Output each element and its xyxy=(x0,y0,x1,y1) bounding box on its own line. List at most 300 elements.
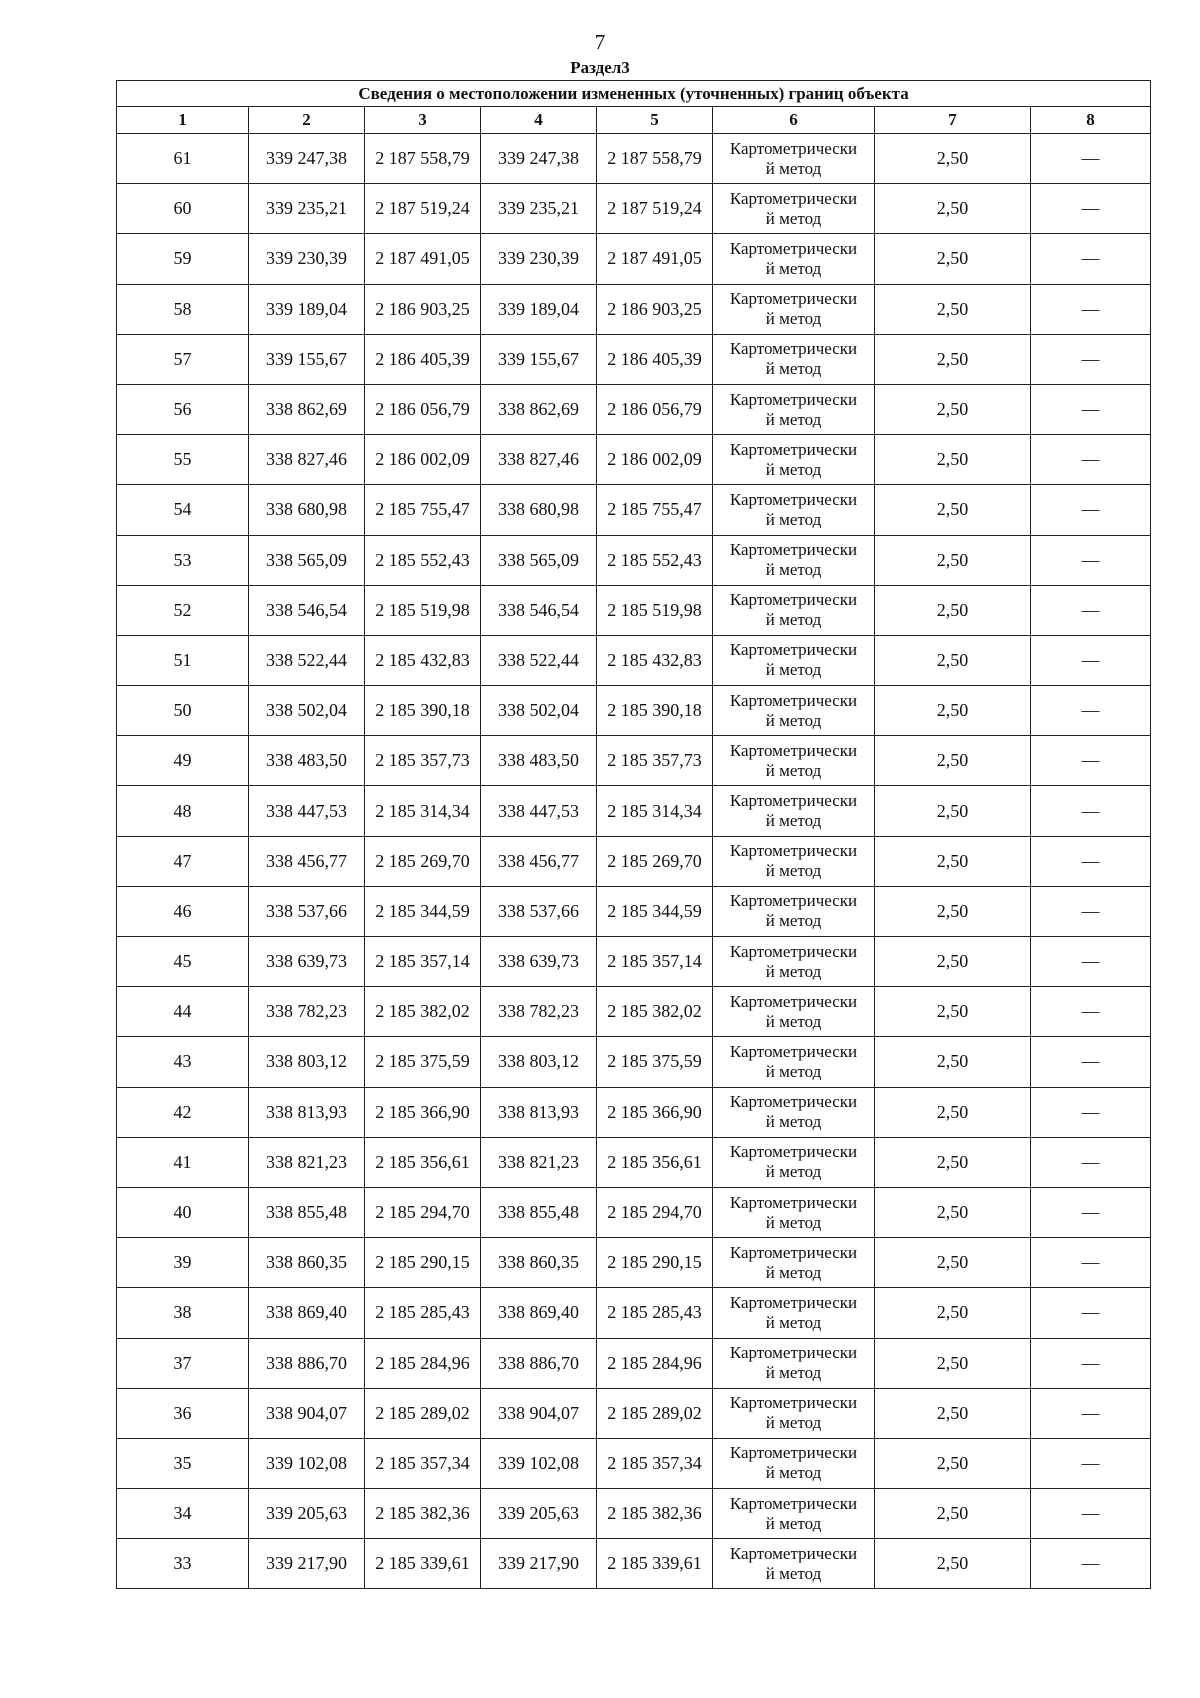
table-row xyxy=(117,1288,1151,1338)
method-line-2: й метод xyxy=(765,911,822,931)
x-old-cell: 338 456,77 xyxy=(249,836,365,886)
y-old-cell: 2 185 289,02 xyxy=(365,1388,481,1438)
table-row xyxy=(117,736,1151,786)
y-new-cell: 2 185 290,15 xyxy=(597,1238,713,1288)
column-number: 2 xyxy=(249,107,365,134)
accuracy-cell: 2,50 xyxy=(875,1338,1031,1388)
accuracy-cell: 2,50 xyxy=(875,836,1031,886)
point-number-cell: 54 xyxy=(117,485,249,535)
accuracy-cell: 2,50 xyxy=(875,1539,1031,1589)
column-number: 1 xyxy=(117,107,249,134)
table-row xyxy=(117,1187,1151,1237)
y-old-cell: 2 185 356,61 xyxy=(365,1137,481,1187)
y-new-cell: 2 185 432,83 xyxy=(597,635,713,685)
description-cell: — xyxy=(1031,134,1151,184)
x-old-cell: 338 639,73 xyxy=(249,937,365,987)
method-line-2: й метод xyxy=(765,760,822,780)
description-cell: — xyxy=(1031,937,1151,987)
x-old-cell: 338 680,98 xyxy=(249,485,365,535)
section-title: Раздел3 xyxy=(570,58,630,77)
column-number: 7 xyxy=(875,107,1031,134)
method-line-1: Картометрически xyxy=(729,238,858,258)
point-number-cell: 46 xyxy=(117,886,249,936)
method-cell xyxy=(713,987,875,1037)
method-cell xyxy=(713,886,875,936)
method-cell xyxy=(713,384,875,434)
table-row xyxy=(117,987,1151,1037)
method-line-2: й метод xyxy=(765,961,822,981)
y-new-cell: 2 187 519,24 xyxy=(597,184,713,234)
boundary-table xyxy=(116,80,1151,1589)
y-old-cell: 2 185 357,34 xyxy=(365,1438,481,1488)
y-old-cell: 2 186 903,25 xyxy=(365,284,481,334)
y-new-cell: 2 186 056,79 xyxy=(597,384,713,434)
y-new-cell: 2 185 344,59 xyxy=(597,886,713,936)
method-line-1: Картометрически xyxy=(729,690,858,710)
description-cell: — xyxy=(1031,786,1151,836)
method-line-2: й метод xyxy=(765,1262,822,1282)
table-row xyxy=(117,1238,1151,1288)
y-new-cell: 2 185 284,96 xyxy=(597,1338,713,1388)
x-old-cell: 338 565,09 xyxy=(249,535,365,585)
method-cell xyxy=(713,635,875,685)
method-line-1: Картометрически xyxy=(729,339,858,359)
y-new-cell: 2 185 314,34 xyxy=(597,786,713,836)
accuracy-cell: 2,50 xyxy=(875,1037,1031,1087)
accuracy-cell: 2,50 xyxy=(875,1137,1031,1187)
method-line-2: й метод xyxy=(765,1563,822,1583)
table-row xyxy=(117,384,1151,434)
method-cell xyxy=(713,234,875,284)
y-new-cell: 2 185 519,98 xyxy=(597,585,713,635)
y-old-cell: 2 185 294,70 xyxy=(365,1187,481,1237)
point-number-cell: 48 xyxy=(117,786,249,836)
table-row xyxy=(117,1338,1151,1388)
method-line-2: й метод xyxy=(765,1413,822,1433)
y-new-cell: 2 185 552,43 xyxy=(597,535,713,585)
description-cell: — xyxy=(1031,736,1151,786)
x-old-cell: 338 502,04 xyxy=(249,686,365,736)
point-number-cell: 61 xyxy=(117,134,249,184)
y-old-cell: 2 185 390,18 xyxy=(365,686,481,736)
page-number: 7 xyxy=(594,30,606,54)
y-new-cell: 2 185 339,61 xyxy=(597,1539,713,1589)
table-caption: Сведения о местоположении измененных (уточненных) границ объекта xyxy=(117,81,1151,107)
y-new-cell: 2 185 382,36 xyxy=(597,1489,713,1539)
method-line-1: Картометрически xyxy=(729,489,858,509)
y-new-cell: 2 186 405,39 xyxy=(597,334,713,384)
description-cell: — xyxy=(1031,1137,1151,1187)
y-old-cell: 2 185 375,59 xyxy=(365,1037,481,1087)
x-new-cell: 338 546,54 xyxy=(481,585,597,635)
description-cell: — xyxy=(1031,886,1151,936)
method-line-1: Картометрически xyxy=(729,439,858,459)
method-line-2: й метод xyxy=(765,359,822,379)
method-line-2: й метод xyxy=(765,1212,822,1232)
method-cell xyxy=(713,485,875,535)
method-line-1: Картометрически xyxy=(729,1493,858,1513)
point-number-cell: 38 xyxy=(117,1288,249,1338)
method-line-2: й метод xyxy=(765,560,822,580)
x-new-cell: 338 565,09 xyxy=(481,535,597,585)
method-line-2: й метод xyxy=(765,208,822,228)
point-number-cell: 35 xyxy=(117,1438,249,1488)
y-old-cell: 2 185 290,15 xyxy=(365,1238,481,1288)
column-number: 6 xyxy=(713,107,875,134)
description-cell: — xyxy=(1031,284,1151,334)
method-cell xyxy=(713,134,875,184)
x-new-cell: 339 102,08 xyxy=(481,1438,597,1488)
y-old-cell: 2 185 755,47 xyxy=(365,485,481,535)
method-line-2: й метод xyxy=(765,1463,822,1483)
x-new-cell: 338 456,77 xyxy=(481,836,597,886)
point-number-cell: 40 xyxy=(117,1187,249,1237)
point-number-cell: 58 xyxy=(117,284,249,334)
x-new-cell: 338 886,70 xyxy=(481,1338,597,1388)
method-line-1: Картометрически xyxy=(729,1142,858,1162)
method-cell xyxy=(713,585,875,635)
table-row xyxy=(117,234,1151,284)
method-line-1: Картометрически xyxy=(729,540,858,560)
x-new-cell: 338 782,23 xyxy=(481,987,597,1037)
method-cell xyxy=(713,836,875,886)
x-old-cell: 338 546,54 xyxy=(249,585,365,635)
x-new-cell: 338 904,07 xyxy=(481,1388,597,1438)
method-line-2: й метод xyxy=(765,1011,822,1031)
x-old-cell: 338 862,69 xyxy=(249,384,365,434)
method-cell xyxy=(713,435,875,485)
description-cell: — xyxy=(1031,1288,1151,1338)
method-line-1: Картометрически xyxy=(729,590,858,610)
table-row xyxy=(117,134,1151,184)
y-new-cell: 2 185 357,73 xyxy=(597,736,713,786)
description-cell: — xyxy=(1031,334,1151,384)
accuracy-cell: 2,50 xyxy=(875,987,1031,1037)
method-cell xyxy=(713,736,875,786)
y-new-cell: 2 187 558,79 xyxy=(597,134,713,184)
accuracy-cell: 2,50 xyxy=(875,284,1031,334)
x-old-cell: 339 205,63 xyxy=(249,1489,365,1539)
x-old-cell: 339 235,21 xyxy=(249,184,365,234)
method-line-1: Картометрически xyxy=(729,389,858,409)
point-number-cell: 37 xyxy=(117,1338,249,1388)
method-line-1: Картометрически xyxy=(729,1343,858,1363)
method-line-1: Картометрически xyxy=(729,1543,858,1563)
x-old-cell: 338 860,35 xyxy=(249,1238,365,1288)
table-row xyxy=(117,535,1151,585)
accuracy-cell: 2,50 xyxy=(875,384,1031,434)
point-number-cell: 56 xyxy=(117,384,249,434)
x-new-cell: 338 821,23 xyxy=(481,1137,597,1187)
accuracy-cell: 2,50 xyxy=(875,1087,1031,1137)
method-line-1: Картометрически xyxy=(729,1393,858,1413)
y-new-cell: 2 185 755,47 xyxy=(597,485,713,535)
accuracy-cell: 2,50 xyxy=(875,786,1031,836)
table-row xyxy=(117,1438,1151,1488)
table-row xyxy=(117,585,1151,635)
method-cell xyxy=(713,1338,875,1388)
method-cell xyxy=(713,1037,875,1087)
method-line-1: Картометрически xyxy=(729,1242,858,1262)
y-old-cell: 2 186 002,09 xyxy=(365,435,481,485)
x-new-cell: 338 855,48 xyxy=(481,1187,597,1237)
description-cell: — xyxy=(1031,384,1151,434)
accuracy-cell: 2,50 xyxy=(875,1187,1031,1237)
table-row xyxy=(117,1037,1151,1087)
y-old-cell: 2 185 339,61 xyxy=(365,1539,481,1589)
x-new-cell: 338 862,69 xyxy=(481,384,597,434)
accuracy-cell: 2,50 xyxy=(875,134,1031,184)
column-number: 4 xyxy=(481,107,597,134)
method-cell xyxy=(713,334,875,384)
y-old-cell: 2 185 285,43 xyxy=(365,1288,481,1338)
description-cell: — xyxy=(1031,535,1151,585)
x-old-cell: 339 102,08 xyxy=(249,1438,365,1488)
description-cell: — xyxy=(1031,1187,1151,1237)
accuracy-cell: 2,50 xyxy=(875,736,1031,786)
description-cell: — xyxy=(1031,1037,1151,1087)
accuracy-cell: 2,50 xyxy=(875,585,1031,635)
x-new-cell: 338 869,40 xyxy=(481,1288,597,1338)
x-new-cell: 338 813,93 xyxy=(481,1087,597,1137)
description-cell: — xyxy=(1031,435,1151,485)
point-number-cell: 36 xyxy=(117,1388,249,1438)
description-cell: — xyxy=(1031,836,1151,886)
description-cell: — xyxy=(1031,585,1151,635)
y-new-cell: 2 185 390,18 xyxy=(597,686,713,736)
accuracy-cell: 2,50 xyxy=(875,435,1031,485)
method-line-1: Картометрически xyxy=(729,1092,858,1112)
x-new-cell: 339 217,90 xyxy=(481,1539,597,1589)
method-line-1: Картометрически xyxy=(729,991,858,1011)
method-cell xyxy=(713,1137,875,1187)
method-line-2: й метод xyxy=(765,1061,822,1081)
x-old-cell: 338 522,44 xyxy=(249,635,365,685)
point-number-cell: 53 xyxy=(117,535,249,585)
description-cell: — xyxy=(1031,485,1151,535)
table-row xyxy=(117,1137,1151,1187)
x-old-cell: 338 821,23 xyxy=(249,1137,365,1187)
point-number-cell: 55 xyxy=(117,435,249,485)
table-row xyxy=(117,786,1151,836)
y-old-cell: 2 186 056,79 xyxy=(365,384,481,434)
point-number-cell: 45 xyxy=(117,937,249,987)
method-cell xyxy=(713,1539,875,1589)
x-old-cell: 338 813,93 xyxy=(249,1087,365,1137)
x-old-cell: 339 155,67 xyxy=(249,334,365,384)
y-old-cell: 2 185 552,43 xyxy=(365,535,481,585)
method-line-1: Картометрически xyxy=(729,1192,858,1212)
point-number-cell: 50 xyxy=(117,686,249,736)
accuracy-cell: 2,50 xyxy=(875,334,1031,384)
x-old-cell: 338 855,48 xyxy=(249,1187,365,1237)
point-number-cell: 42 xyxy=(117,1087,249,1137)
x-new-cell: 338 860,35 xyxy=(481,1238,597,1288)
x-new-cell: 339 205,63 xyxy=(481,1489,597,1539)
method-line-2: й метод xyxy=(765,811,822,831)
description-cell: — xyxy=(1031,1438,1151,1488)
accuracy-cell: 2,50 xyxy=(875,886,1031,936)
x-new-cell: 338 680,98 xyxy=(481,485,597,535)
y-new-cell: 2 185 357,34 xyxy=(597,1438,713,1488)
point-number-cell: 51 xyxy=(117,635,249,685)
method-line-2: й метод xyxy=(765,610,822,630)
method-line-1: Картометрически xyxy=(729,941,858,961)
method-line-2: й метод xyxy=(765,258,822,278)
method-cell xyxy=(713,786,875,836)
y-old-cell: 2 187 491,05 xyxy=(365,234,481,284)
x-new-cell: 338 483,50 xyxy=(481,736,597,786)
y-new-cell: 2 187 491,05 xyxy=(597,234,713,284)
y-new-cell: 2 185 289,02 xyxy=(597,1388,713,1438)
x-new-cell: 338 639,73 xyxy=(481,937,597,987)
method-line-1: Картометрически xyxy=(729,289,858,309)
description-cell: — xyxy=(1031,1087,1151,1137)
y-new-cell: 2 185 366,90 xyxy=(597,1087,713,1137)
x-old-cell: 338 803,12 xyxy=(249,1037,365,1087)
method-line-2: й метод xyxy=(765,1312,822,1332)
accuracy-cell: 2,50 xyxy=(875,535,1031,585)
x-old-cell: 339 189,04 xyxy=(249,284,365,334)
method-line-2: й метод xyxy=(765,1162,822,1182)
accuracy-cell: 2,50 xyxy=(875,635,1031,685)
y-new-cell: 2 185 357,14 xyxy=(597,937,713,987)
x-old-cell: 338 904,07 xyxy=(249,1388,365,1438)
table-row xyxy=(117,1087,1151,1137)
method-cell xyxy=(713,535,875,585)
table-row xyxy=(117,284,1151,334)
method-line-1: Картометрически xyxy=(729,841,858,861)
table-row xyxy=(117,334,1151,384)
y-old-cell: 2 187 519,24 xyxy=(365,184,481,234)
method-cell xyxy=(713,1238,875,1288)
x-old-cell: 338 827,46 xyxy=(249,435,365,485)
accuracy-cell: 2,50 xyxy=(875,485,1031,535)
method-line-2: й метод xyxy=(765,1112,822,1132)
accuracy-cell: 2,50 xyxy=(875,1489,1031,1539)
y-new-cell: 2 185 375,59 xyxy=(597,1037,713,1087)
method-line-1: Картометрически xyxy=(729,1041,858,1061)
y-new-cell: 2 185 285,43 xyxy=(597,1288,713,1338)
method-line-1: Картометрически xyxy=(729,891,858,911)
y-new-cell: 2 185 382,02 xyxy=(597,987,713,1037)
y-old-cell: 2 185 382,36 xyxy=(365,1489,481,1539)
point-number-cell: 60 xyxy=(117,184,249,234)
method-line-1: Картометрически xyxy=(729,640,858,660)
x-old-cell: 339 247,38 xyxy=(249,134,365,184)
method-line-2: й метод xyxy=(765,1513,822,1533)
method-cell xyxy=(713,1187,875,1237)
x-old-cell: 338 483,50 xyxy=(249,736,365,786)
method-cell xyxy=(713,284,875,334)
y-old-cell: 2 185 344,59 xyxy=(365,886,481,936)
y-new-cell: 2 186 002,09 xyxy=(597,435,713,485)
y-new-cell: 2 185 269,70 xyxy=(597,836,713,886)
method-line-1: Картометрически xyxy=(729,791,858,811)
y-old-cell: 2 185 284,96 xyxy=(365,1338,481,1388)
x-old-cell: 339 217,90 xyxy=(249,1539,365,1589)
y-old-cell: 2 185 269,70 xyxy=(365,836,481,886)
description-cell: — xyxy=(1031,987,1151,1037)
method-line-2: й метод xyxy=(765,309,822,329)
description-cell: — xyxy=(1031,686,1151,736)
method-line-1: Картометрически xyxy=(729,188,858,208)
accuracy-cell: 2,50 xyxy=(875,184,1031,234)
table-row xyxy=(117,686,1151,736)
y-old-cell: 2 187 558,79 xyxy=(365,134,481,184)
table-row xyxy=(117,1388,1151,1438)
method-cell xyxy=(713,1489,875,1539)
method-cell xyxy=(713,937,875,987)
method-line-2: й метод xyxy=(765,861,822,881)
method-line-2: й метод xyxy=(765,710,822,730)
method-cell xyxy=(713,686,875,736)
x-new-cell: 339 155,67 xyxy=(481,334,597,384)
description-cell: — xyxy=(1031,1338,1151,1388)
accuracy-cell: 2,50 xyxy=(875,1438,1031,1488)
method-line-2: й метод xyxy=(765,1363,822,1383)
table-row xyxy=(117,184,1151,234)
table-row xyxy=(117,435,1151,485)
x-new-cell: 338 827,46 xyxy=(481,435,597,485)
column-number-row xyxy=(117,107,1151,134)
table-row xyxy=(117,1489,1151,1539)
table-row xyxy=(117,836,1151,886)
y-old-cell: 2 185 366,90 xyxy=(365,1087,481,1137)
point-number-cell: 41 xyxy=(117,1137,249,1187)
y-old-cell: 2 185 432,83 xyxy=(365,635,481,685)
y-old-cell: 2 185 357,14 xyxy=(365,937,481,987)
point-number-cell: 47 xyxy=(117,836,249,886)
accuracy-cell: 2,50 xyxy=(875,1388,1031,1438)
column-number: 8 xyxy=(1031,107,1151,134)
y-new-cell: 2 185 356,61 xyxy=(597,1137,713,1187)
method-line-1: Картометрически xyxy=(729,138,858,158)
point-number-cell: 34 xyxy=(117,1489,249,1539)
method-cell xyxy=(713,1388,875,1438)
description-cell: — xyxy=(1031,1238,1151,1288)
y-new-cell: 2 185 294,70 xyxy=(597,1187,713,1237)
method-line-2: й метод xyxy=(765,409,822,429)
x-old-cell: 339 230,39 xyxy=(249,234,365,284)
x-new-cell: 339 189,04 xyxy=(481,284,597,334)
accuracy-cell: 2,50 xyxy=(875,1288,1031,1338)
description-cell: — xyxy=(1031,1489,1151,1539)
y-old-cell: 2 185 382,02 xyxy=(365,987,481,1037)
x-new-cell: 338 803,12 xyxy=(481,1037,597,1087)
point-number-cell: 52 xyxy=(117,585,249,635)
method-line-2: й метод xyxy=(765,459,822,479)
x-old-cell: 338 886,70 xyxy=(249,1338,365,1388)
method-line-1: Картометрически xyxy=(729,1443,858,1463)
method-cell xyxy=(713,1288,875,1338)
description-cell: — xyxy=(1031,184,1151,234)
y-old-cell: 2 185 314,34 xyxy=(365,786,481,836)
accuracy-cell: 2,50 xyxy=(875,937,1031,987)
table-row xyxy=(117,886,1151,936)
description-cell: — xyxy=(1031,635,1151,685)
method-cell xyxy=(713,1087,875,1137)
point-number-cell: 44 xyxy=(117,987,249,1037)
x-new-cell: 339 247,38 xyxy=(481,134,597,184)
point-number-cell: 39 xyxy=(117,1238,249,1288)
description-cell: — xyxy=(1031,234,1151,284)
y-new-cell: 2 186 903,25 xyxy=(597,284,713,334)
x-new-cell: 339 235,21 xyxy=(481,184,597,234)
y-old-cell: 2 185 519,98 xyxy=(365,585,481,635)
x-old-cell: 338 537,66 xyxy=(249,886,365,936)
x-new-cell: 338 537,66 xyxy=(481,886,597,936)
